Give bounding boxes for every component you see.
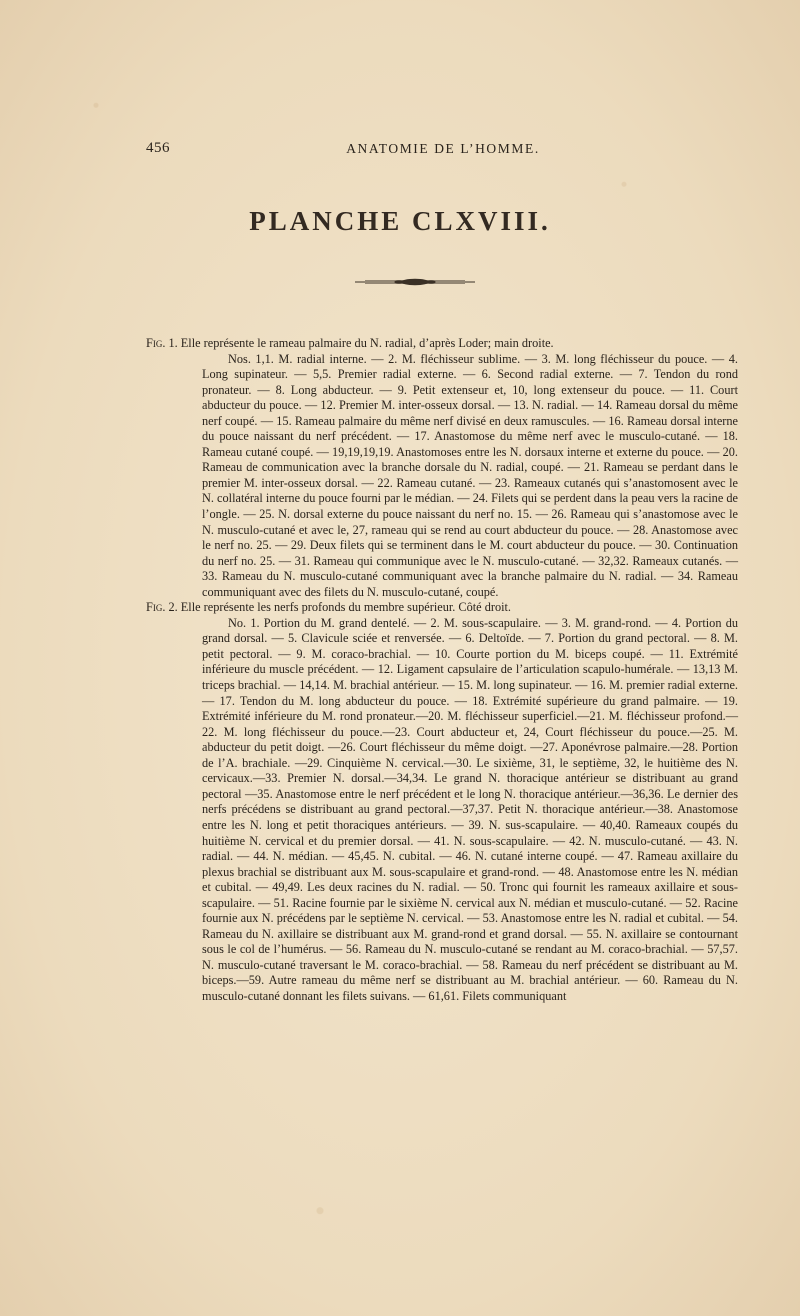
- figure-legend-text: Nos. 1,1. M. radial interne. — 2. M. fléchisseur sublime. — 3. M. long fléchisseur du pouce. — 4. Long supinateur. — 5,5. Premier radial externe. — 6. Second radial externe. — 7. Tendon du rond pronateur. — 8. Long abducteur. — 9. Petit extenseur et, 10, long extenseur du pouce. — 11. Court abducteur du pouce. — 12. Premier M. inter-osseux dorsal. — 13. N. radial. — 14. Rameau dorsal du même nerf coupé. — 15. Rameau palmaire du même nerf divisé en deux ramuscules. — 16. Rameau dorsal interne du pouce naissant du nerf précédent. — 17. Anastomose du même nerf avec le musculo-cutané. — 18. Rameau cutané coupé. — 19,19,19,19. Anastomoses entre les N. dorsaux interne et externe du pouce. — 20. Rameau de communication avec la branche dorsale du N. radial, coupé. — 21. Rameau se perdant dans le premier M. inter-osseux dorsal. — 22. Rameau cutané. — 23. Rameaux cutanés qui s’anastomosent avec le N. collatéral interne du pouce fourni par le médian. — 24. Filets qui se perdent dans la peau vers la racine de l’ongle. — 25. N. dorsal externe du pouce naissant du nerf no. 15. — 26. Rameau qui s’anastomose avec le N. musculo-cutané et avec le, 27, rameau qui se rend au court abducteur du pouce. — 28. Anastomose avec le nerf no. 25. — 29. Deux filets qui se terminent dans le M. court abducteur du pouce. — 30. Continuation du nerf no. 25. — 31. Rameau qui communique avec le N. musculo-cutané. — 32,32. Rameaux cutanés. — 33. Rameau du N. musculo-cutané communiquant avec la branche palmaire du N. radial. — 34. Rameau communiquant avec des filets du N. musculo-cutané, coupé.: [202, 351, 738, 599]
- figure-label: Fig. 1.: [146, 336, 178, 350]
- figure-caption: Elle représente les nerfs profonds du membre supérieur. Côté droit.: [180, 600, 512, 615]
- ornamental-rule: [355, 276, 475, 288]
- figure-label: Fig. 2.: [146, 600, 178, 615]
- figure-1: [146, 336, 738, 600]
- plate-title: PLANCHE CLXVIII.: [249, 206, 551, 236]
- figure-legend-text: No. 1. Portion du M. grand dentelé. — 2. M. sous-scapulaire. — 3. M. grand-rond. — 4. Portion du grand dorsal. — 5. Clavicule sciée et renversée. — 6. Deltoïde. — 7. Portion du grand pectoral. — 8. M. petit pectoral. — 9. M. coraco-brachial. — 10. Courte portion du M. biceps coupé. — 11. Extrémité inférieure du muscle précédent. — 12. Ligament capsulaire de l’articulation scapulo-humérale. — 13,13 M. triceps brachial. — 14,14. M. brachial antérieur. — 15. M. long supinateur. — 16. M. premier radial externe. — 17. Tendon du M. long abducteur du pouce. — 18. Extrémité supérieure du grand palmaire. — 19. Extrémité inférieure du M. rond pronateur.—20. M. fléchisseur superficiel.—21. M. fléchisseur profond.—22. M. long fléchisseur du pouce.—23. Court abducteur et, 24, Court fléchisseur du pouce.—25. M. abducteur du petit doigt. —26. Court fléchisseur du même doigt. —27. Aponévrose palmaire.—28. Portion de l’A. brachiale. —29. Cinquième N. cervical.—30. Le sixième, 31, le septième, 32, le huitième des N. cervicaux.—33. Premier N. dorsal.—34,34. Le grand N. thoracique antérieur se distribuant au grand pectoral —35. Anastomose entre le nerf précédent et le long N. thoracique antérieur.—36,36. Le dernier des nerfs précédens se distribuant au grand pectoral.—37,37. Petit N. thoracique antérieur.—38. Anastomose entre les N. long et petit thoraciques antérieurs. — 39. N. sus-scapulaire. — 40,40. Rameaux coupés du huitième N. cervical et du premier dorsal. — 41. N. sous-scapulaire. — 42. N. musculo-cutané. — 43. N. radial. — 44. N. médian. — 45,45. N. cubital. — 46. N. cutané interne coupé. — 47. Rameau axillaire du plexus brachial se distribuant aux M. sous-scapulaire et grand-rond. — 48. Anastomose entre les N. médian et cubital. — 49,49. Les deux racines du N. radial. — 50. Tronc qui fournit les rameaux axillaire et sous-scapulaire. — 51. Racine fournie par le sixième N. cervical aux N. médian et musculo-cutané. — 52. Racine fournie aux N. précédens par le septième N. cervical. — 53. Anastomose entre les N. radial et cubital. — 54. Rameau du N. axillaire se distribuant aux M. grand-rond et grand dorsal. — 55. N. axillaire se contournant sous le col de l’humérus. — 56. Rameau du N. musculo-cutané se rendant au M. coraco-brachial. — 57,57. N. musculo-cutané traversant le M. coraco-brachial. — 58. Rameau du nerf précédent se distribuant au M. biceps.—59. Autre rameau du même nerf se distribuant au M. brachial antérieur. — 60. Rameau du N. musculo-cutané donnant les filets suivans. — 61,61. Filets communiquant: [202, 615, 738, 1003]
- running-head: ANATOMIE DE L’HOMME.: [346, 141, 540, 156]
- figure-2: [146, 600, 738, 1004]
- page-number: 456: [146, 140, 170, 156]
- figure-caption: Elle représente le rameau palmaire du N. radial, d’après Loder; main droite.: [180, 336, 554, 350]
- page-header: [146, 140, 740, 162]
- figure-legends: [146, 336, 738, 1005]
